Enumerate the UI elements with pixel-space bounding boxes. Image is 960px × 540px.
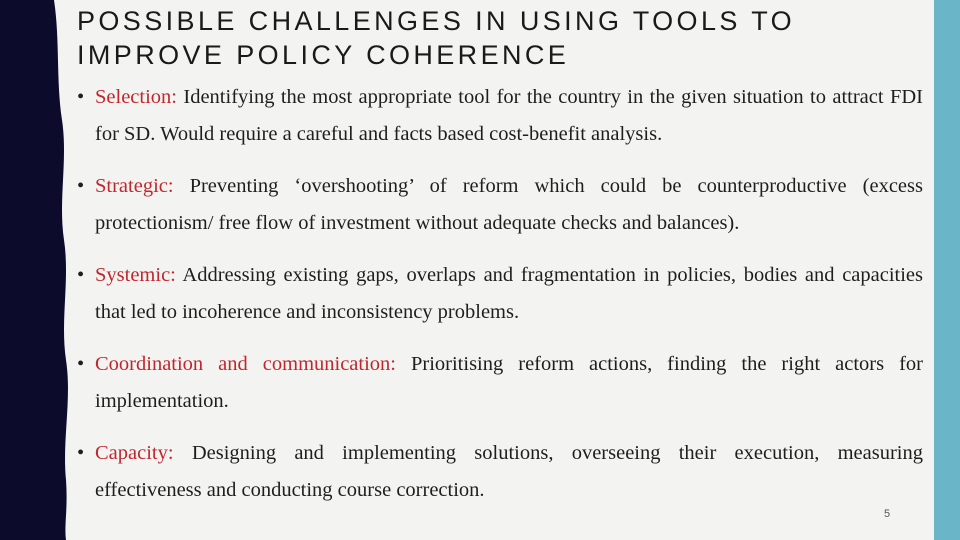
bullet-label: Strategic: bbox=[95, 175, 190, 197]
bullet-text: Preventing ‘overshooting’ of reform which could be counterproductive (excess protectionism/ free flow of investment without adequate checks and balances). bbox=[95, 175, 923, 234]
bullet-systemic bbox=[77, 257, 923, 331]
bullet-dot: • bbox=[77, 353, 85, 375]
bullet-capacity bbox=[77, 435, 923, 509]
bullet-label: Selection: bbox=[95, 86, 184, 108]
bullet-selection bbox=[77, 79, 923, 153]
bullet-coordination bbox=[77, 346, 923, 420]
bullet-text: Addressing existing gaps, overlaps and fragmentation in policies, bodies and capacities that led to incoherence and inconsistency problems. bbox=[95, 264, 923, 323]
slide-title: POSSIBLE CHALLENGES IN USING TOOLS TO IMPROVE POLICY COHERENCE bbox=[77, 6, 796, 70]
bullet-strategic bbox=[77, 168, 923, 242]
bullet-label: Coordination and communication: bbox=[95, 353, 411, 375]
bullet-dot: • bbox=[77, 175, 85, 197]
bullet-text: Designing and implementing solutions, overseeing their execution, measuring effectiveness and conducting course correction. bbox=[95, 442, 924, 501]
bullet-text: Prioritising reform actions, finding the right actors for implementation. bbox=[95, 353, 923, 412]
bullet-dot: • bbox=[77, 264, 85, 286]
bullet-label: Capacity: bbox=[95, 442, 192, 464]
bullet-dot: • bbox=[77, 442, 85, 464]
page-number: 5 bbox=[884, 508, 891, 520]
right-decorative-band bbox=[934, 0, 960, 540]
bullet-label: Systemic: bbox=[95, 264, 183, 286]
bullet-list bbox=[77, 79, 923, 524]
bullet-dot: • bbox=[77, 86, 85, 108]
left-decorative-band bbox=[0, 0, 72, 540]
bullet-text: Identifying the most appropriate tool for the country in the given situation to attract FDI for SD. Would require a careful and facts based cost-benefit analysis. bbox=[95, 86, 923, 145]
